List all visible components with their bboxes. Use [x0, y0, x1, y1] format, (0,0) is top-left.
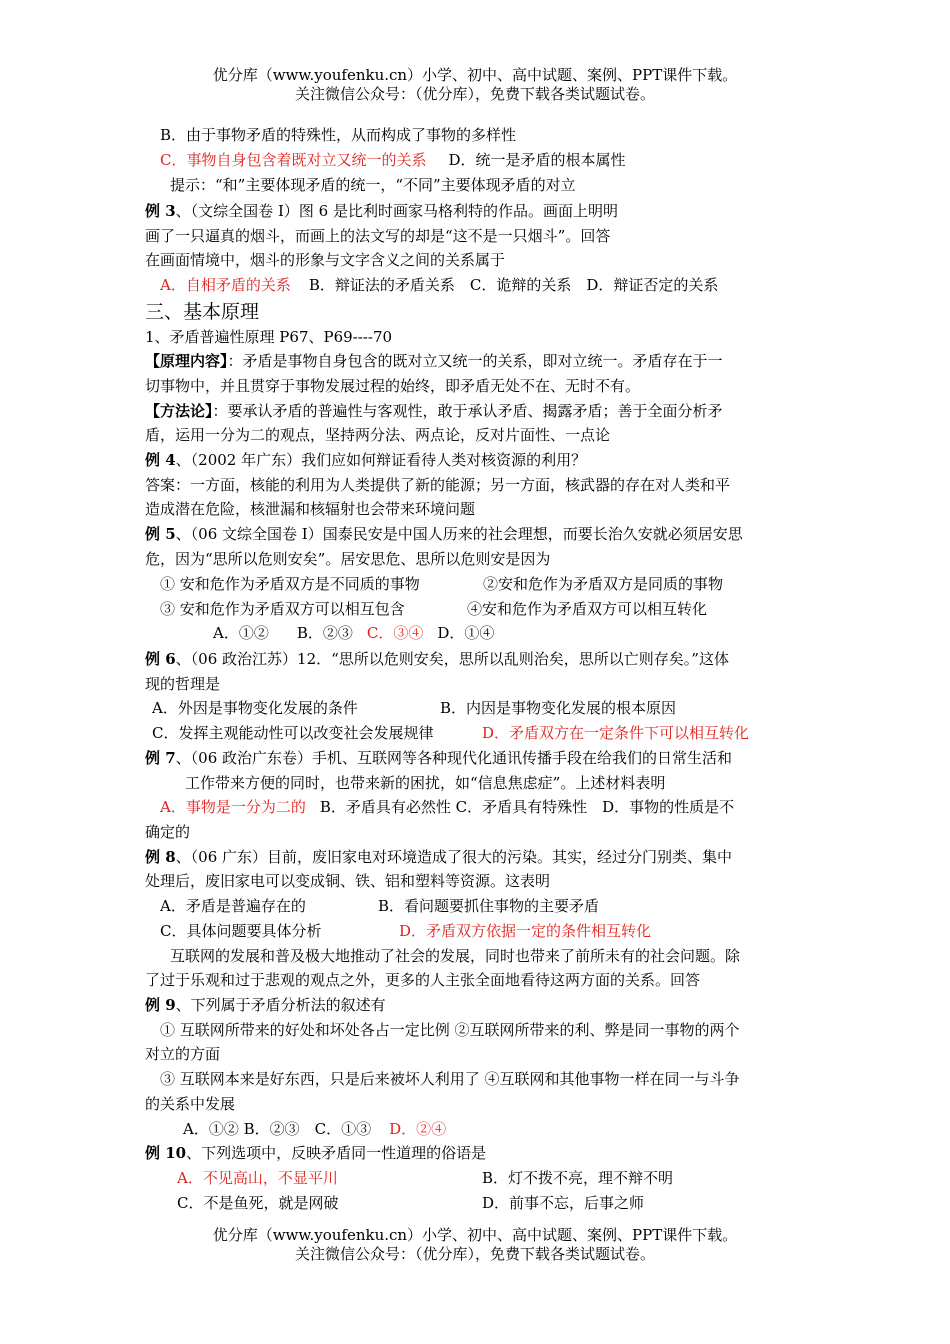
- example-8-line-2: 处理后，废旧家电可以变成铜、铁、铝和塑料等资源。这表明: [145, 872, 551, 890]
- example-10-answer: A．不见高山，不显平川: [177, 1169, 338, 1187]
- prev-option-d: D．统一是矛盾的根本属性: [448, 151, 626, 169]
- example-3-label: 例 3: [145, 202, 176, 220]
- prev-options-cd: [160, 149, 626, 171]
- example-5-line-1: 例 5、（06 文综全国卷 I）国泰民安是中国人历来的社会理想，而要长治久安就必须居安思: [145, 525, 743, 543]
- example-9-answer: D．②④: [389, 1120, 447, 1138]
- section-subtitle: 1、矛盾普遍性原理 P67、P69----70: [145, 328, 393, 346]
- example-5-options: A．①② B．②③ C．③④ D．①④: [213, 624, 495, 642]
- example-5-line-2: 危，因为“思所以危则安矣”。居安思危、思所以危则安是因为: [145, 550, 551, 568]
- paragraph-line-2: 了过于乐观和过于悲观的观点之外，更多的人主张全面地看待这两方面的关系。回答: [145, 971, 701, 989]
- example-10-option-d: D．前事不忘，后事之师: [482, 1194, 645, 1212]
- example-7-line-2: 工作带来方便的同时，也带来新的困扰，如“信息焦虑症”。上述材料表明: [185, 774, 666, 792]
- example-3-line-3: 在画面情境中，烟斗的形象与文字含义之间的关系属于: [145, 251, 506, 269]
- example-7-line-3: 确定的: [145, 823, 191, 841]
- example-6-option-c: C．发挥主观能动性可以改变社会发展规律: [152, 724, 434, 742]
- example-3-line-2: 画了一只逼真的烟斗，而画上的法文写的却是“这不是一只烟斗”。回答: [145, 227, 611, 245]
- prev-hint: 提示：“和”主要体现矛盾的统一，“不同”主要体现矛盾的对立: [170, 176, 576, 194]
- example-5-choice-3: ③ 安和危作为矛盾双方可以相互包含: [160, 600, 405, 618]
- footer-line-1: 优分库（www.youfenku.cn）小学、初中、高中试题、案例、PPT课件下载。: [212, 1226, 738, 1244]
- example-8-line-1: 例 8、（06 广东）目前，废旧家电对环境造成了很大的污染。其实，经过分门别类、集中: [145, 848, 733, 866]
- example-4-answer-line-1: 答案：一方面，核能的利用为人类提供了新的能源；另一方面，核武器的存在对人类和平: [145, 476, 731, 494]
- example-8-option-c: C．具体问题要具体分析: [160, 922, 322, 940]
- example-5-answer: C．③④: [366, 624, 424, 642]
- footer-line-2: 关注微信公众号：（优分库），免费下载各类试题试卷。: [294, 1245, 655, 1263]
- example-10-line-1: 例 10、下列选项中，反映矛盾同一性道理的俗语是: [145, 1144, 487, 1162]
- example-5-choice-4: ④安和危作为矛盾双方可以相互转化: [467, 600, 708, 618]
- example-8-answer: D．矛盾双方依据一定的条件相互转化: [399, 922, 652, 940]
- example-9-options: A．①② B．②③ C．①③ D．②④: [183, 1120, 447, 1138]
- example-8-option-b: B．看问题要抓住事物的主要矛盾: [378, 897, 600, 915]
- example-3-options: A．自相矛盾的关系 B．辩证法的矛盾关系 C．诡辩的关系 D．辩证否定的关系: [160, 276, 719, 294]
- prev-option-c: C．事物自身包含着既对立又统一的关系: [160, 151, 427, 169]
- methodology-line-1: 【方法论】：要承认矛盾的普遍性与客观性，敢于承认矛盾、揭露矛盾；善于全面分析矛: [145, 402, 723, 420]
- example-6-line-2: 现的哲理是: [145, 675, 221, 693]
- example-9-choice-1: ① 互联网所带来的好处和坏处各占一定比例 ②互联网所带来的利、弊是同一事物的两个: [160, 1021, 740, 1039]
- example-4-question: 例 4、（2002 年广东）我们应如何辩证看待人类对核资源的利用？: [145, 451, 587, 469]
- example-6-option-b: B．内因是事物变化发展的根本原因: [440, 699, 677, 717]
- example-7-answer: A．事物是一分为二的: [160, 798, 306, 816]
- example-9-choice-3: ③ 互联网本来是好东西，只是后来被坏人利用了 ④互联网和其他事物一样在同一与斗争: [160, 1070, 740, 1088]
- example-9-choice-1-cont: 对立的方面: [145, 1045, 221, 1063]
- example-3-line-1: 例 3、（文综全国卷 I）图 6 是比利时画家马格利特的作品。画面上明明: [145, 202, 618, 220]
- paragraph-line-1: 互联网的发展和普及极大地推动了社会的发展，同时也带来了前所未有的社会问题。除: [170, 947, 741, 965]
- example-9-choice-3-cont: 的关系中发展: [145, 1095, 236, 1113]
- example-5-choice-1: ① 安和危作为矛盾双方是不同质的事物: [160, 575, 420, 593]
- example-8-option-a: A．矛盾是普遍存在的: [160, 897, 306, 915]
- example-6-line-1: 例 6、（06 政治江苏）12．“思所以危则安矣，思所以乱则治矣，思所以亡则存矣。”这体: [145, 650, 729, 668]
- section-title: 三、基本原理: [145, 301, 260, 323]
- example-4-answer-line-2: 造成潜在危险，核泄漏和核辐射也会带来环境问题: [145, 500, 476, 518]
- example-10-option-c: C．不是鱼死，就是网破: [177, 1194, 339, 1212]
- header-line-1: 优分库（www.youfenku.cn）小学、初中、高中试题、案例、PPT课件下载。: [212, 66, 738, 84]
- example-7-line-1: 例 7、（06 政治广东卷）手机、互联网等各种现代化通讯传播手段在给我们的日常生活和: [145, 749, 733, 767]
- example-6-option-a: A．外因是事物变化发展的条件: [152, 699, 358, 717]
- example-5-choice-2: ②安和危作为矛盾双方是同质的事物: [483, 575, 724, 593]
- example-9-line-1: 例 9、下列属于矛盾分析法的叙述有: [145, 996, 386, 1014]
- principle-content-line-1: 【原理内容】：矛盾是事物自身包含的既对立又统一的关系，即对立统一。矛盾存在于一: [145, 352, 723, 370]
- principle-content-line-2: 切事物中，并且贯穿于事物发展过程的始终，即矛盾无处不在、无时不有。: [145, 377, 641, 395]
- example-7-options: A．事物是一分为二的 B．矛盾具有必然性 C．矛盾具有特殊性 D．事物的性质是不: [160, 798, 735, 816]
- example-3-answer: A．自相矛盾的关系: [160, 276, 291, 294]
- example-10-option-b: B．灯不拨不亮，理不辩不明: [482, 1169, 674, 1187]
- example-6-answer: D．矛盾双方在一定条件下可以相互转化: [482, 724, 750, 742]
- prev-option-b: B．由于事物矛盾的特殊性，从而构成了事物的多样性: [160, 126, 517, 144]
- methodology-line-2: 盾，运用一分为二的观点，坚持两分法、两点论，反对片面性、一点论: [145, 426, 611, 444]
- header-line-2: 关注微信公众号：（优分库），免费下载各类试题试卷。: [294, 85, 655, 103]
